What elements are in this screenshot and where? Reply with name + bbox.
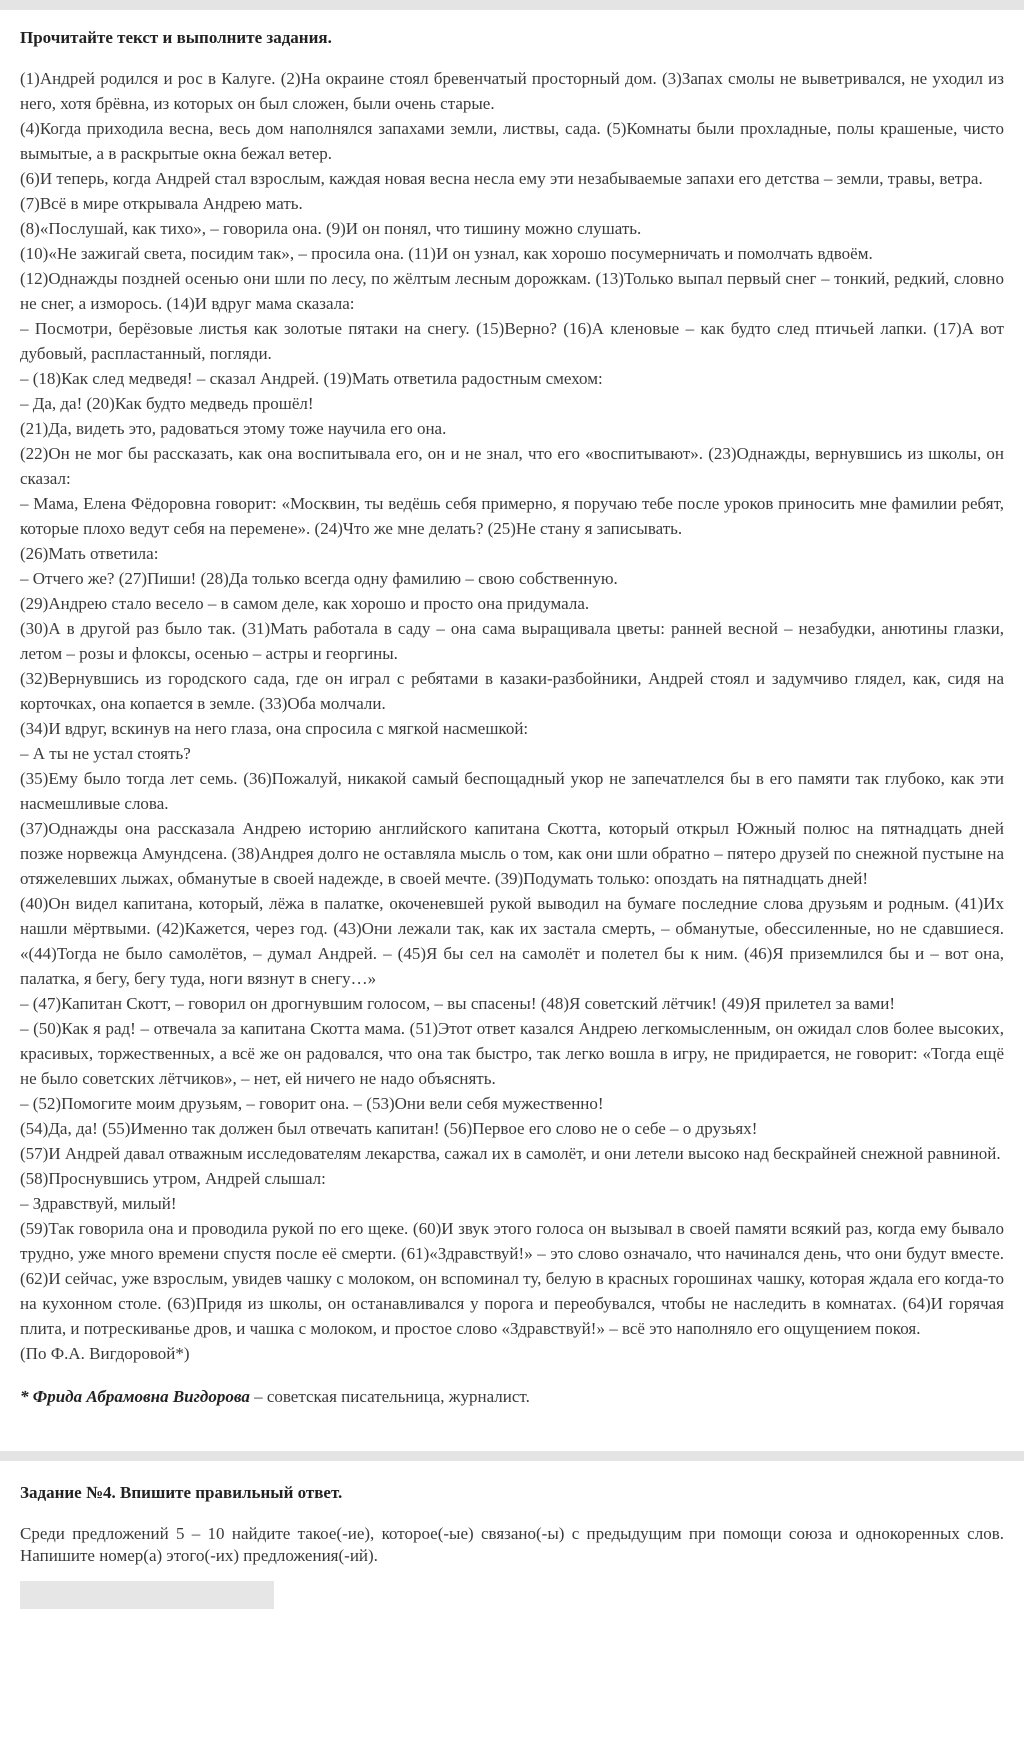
text-paragraph: (54)Да, да! (55)Именно так должен был отвечать капитан! (56)Первое его слово не о себе – о друзьях! <box>20 1119 758 1138</box>
text-paragraph: – А ты не устал стоять? <box>20 744 191 763</box>
footnote-description: – советская писательница, журналист. <box>249 1387 530 1406</box>
reading-text <box>20 66 1004 1366</box>
text-paragraph: – Мама, Елена Фёдоровна говорит: «Москвин, ты ведёшь себя примерно, я поручаю тебе после уроков приносить мне фамилии ребят, которые плохо ведут себя на перемене». (24)Что же мне делать? (25)Не стану я записывать. <box>20 494 1004 538</box>
text-paragraph: (21)Да, видеть это, радоваться этому тоже научила его она. <box>20 419 447 438</box>
text-paragraph: (26)Мать ответила: <box>20 544 159 563</box>
text-paragraph: (7)Всё в мире открывала Андрею мать. <box>20 194 303 213</box>
text-paragraph: – (52)Помогите моим друзьям, – говорит она. – (53)Они вели себя мужественно! <box>20 1094 604 1113</box>
task-title: Задание №4. Впишите правильный ответ. <box>20 1483 343 1502</box>
instruction-heading: Прочитайте текст и выполните задания. <box>20 28 332 47</box>
text-paragraph: (32)Вернувшись из городского сада, где он играл с ребятами в казаки-разбойники, Андрей стоял и задумчиво глядел, как, сидя на корточках, она копается в земле. (33)Оба молчали. <box>20 669 1004 713</box>
text-paragraph: – (47)Капитан Скотт, – говорил он дрогнувшим голосом, – вы спасены! (48)Я советский лётчик! (49)Я прилетел за вами! <box>20 994 896 1013</box>
task-description: Среди предложений 5 – 10 найдите такое(-ие), которое(-ые) связано(-ы) с предыдущим при помощи союза и однокоренных слов. Напишите номер(а) этого(-их) предложения(-ий). <box>20 1524 1004 1565</box>
text-paragraph: – Здравствуй, милый! <box>20 1194 177 1213</box>
text-paragraph: (30)А в другой раз было так. (31)Мать работала в саду – она сама выращивала цветы: ранней весной – незабудки, анютины глазки, летом – розы и флоксы, осенью – астры и георгины. <box>20 619 1004 663</box>
text-paragraph: – Посмотри, берёзовые листья как золотые пятаки на снегу. (15)Верно? (16)А кленовые – как будто след птичьей лапки. (17)А вот дубовый, распластанный, погляди. <box>20 319 1004 363</box>
text-paragraph: (12)Однажды поздней осенью они шли по лесу, по жёлтым лесным дорожкам. (13)Только выпал первый снег – тонкий, редкий, словно не снег, а изморось. (14)И вдруг мама сказала: <box>20 269 1004 313</box>
text-paragraph: (57)И Андрей давал отважным исследователям лекарства, сажал их в самолёт, и они летели высоко над бескрайней снежной равниной. <box>20 1144 1001 1163</box>
text-paragraph: (35)Ему было тогда лет семь. (36)Пожалуй, никакой самый беспощадный укор не запечатлелся бы в его памяти так глубоко, как эти насмешливые слова. <box>20 769 1004 813</box>
text-paragraph: (59)Так говорила она и проводила рукой по его щеке. (60)И звук этого голоса он вызывал в своей памяти всякий раз, когда ему бывало трудно, уже много времени спустя после её смерти. (61)«Здравствуй!» – это слово означало, что начинался день, что они будут вместе. (62)И сейчас, уже взрослым, увидев чашку с молоком, он вспоминал ту, белую в красных горошинах чашку, которая ждала его когда-то на кухонном столе. (63)Придя из школы, он останавливался у порога и переобувался, чтобы не наследить в комнатах. (64)И горячая плита, и потрескиванье дров, и чашка с молоком, и простое слово «Здравствуй!» – всё это наполняло его ощущением покоя. <box>20 1219 1004 1338</box>
text-paragraph: (40)Он видел капитана, который, лёжа в палатке, окоченевшей рукой выводил на бумаге последние слова друзьям и родным. (41)Их нашли мёртвыми. (42)Кажется, через год. (43)Они лежали так, как их застала смерть, – обманутые, обессиленные, но не сдавшиеся. «(44)Тогда не было самолётов, – думал Андрей. – (45)Я бы сел на самолёт и полетел бы к ним. (46)Я приземлился бы и – вот она, палатка, я бегу, бегу туда, ноги вязнут в снегу…» <box>20 894 1004 988</box>
text-paragraph: (По Ф.А. Вигдоровой*) <box>20 1344 190 1363</box>
text-paragraph: – Да, да! (20)Как будто медведь прошёл! <box>20 394 314 413</box>
text-paragraph: – (18)Как след медведя! – сказал Андрей. (19)Мать ответила радостным смехом: <box>20 369 603 388</box>
answer-input[interactable] <box>20 1581 274 1609</box>
text-paragraph: (8)«Послушай, как тихо», – говорила она. (9)И он понял, что тишину можно слушать. <box>20 219 642 238</box>
text-paragraph: – Отчего же? (27)Пиши! (28)Да только всегда одну фамилию – свою собственную. <box>20 569 618 588</box>
text-paragraph: (22)Он не мог бы рассказать, как она воспитывала его, он и не знал, что его «воспитывают». (23)Однажды, вернувшись из школы, он сказал: <box>20 444 1004 488</box>
text-paragraph: (6)И теперь, когда Андрей стал взрослым, каждая новая весна несла ему эти незабываемые запахи его детства – земли, травы, ветра. <box>20 169 983 188</box>
task-section <box>0 1483 1024 1609</box>
reading-section <box>0 28 1024 1409</box>
text-paragraph: (29)Андрею стало весело – в самом деле, как хорошо и просто она придумала. <box>20 594 590 613</box>
footnote-author-name: * Фрида Абрамовна Вигдорова <box>20 1387 250 1406</box>
text-paragraph: (37)Однажды она рассказала Андрею историю английского капитана Скотта, который открыл Южный полюс на пятнадцать дней позже норвежца Амундсена. (38)Андрея долго не оставляла мысль о том, как они шли обратно – пятеро друзей по снежной пустыне на отяжелевших лыжах, обманутые в своей надежде, в своей мечте. (39)Подумать только: опоздать на пятнадцать дней! <box>20 819 1004 888</box>
text-paragraph: (4)Когда приходила весна, весь дом наполнялся запахами земли, листвы, сада. (5)Комнаты были прохладные, полы крашеные, чисто вымытые, а в раскрытые окна бежал ветер. <box>20 119 1004 163</box>
section-separator <box>0 1451 1024 1461</box>
top-separator <box>0 0 1024 10</box>
text-paragraph: (58)Проснувшись утром, Андрей слышал: <box>20 1169 326 1188</box>
text-paragraph: (34)И вдруг, вскинув на него глаза, она спросила с мягкой насмешкой: <box>20 719 529 738</box>
text-paragraph: (1)Андрей родился и рос в Калуге. (2)На окраине стоял бревенчатый просторный дом. (3)Запах смолы не выветривался, не уходил из него, хотя брёвна, из которых он был сложен, были очень старые. <box>20 69 1004 113</box>
text-paragraph: – (50)Как я рад! – отвечала за капитана Скотта мама. (51)Этот ответ казался Андрею легкомысленным, он ожидал слов более высоких, красивых, торжественных, а всё же он радовался, что она так быстро, так легко вошла в игру, не придирается, не говорит: «Тогда ещё не было советских лётчиков», – нет, ей ничего не надо объяснять. <box>20 1019 1004 1088</box>
text-paragraph: (10)«Не зажигай света, посидим так», – просила она. (11)И он узнал, как хорошо посумерничать и помолчать вдвоём. <box>20 244 873 263</box>
author-footnote <box>20 1384 1004 1409</box>
